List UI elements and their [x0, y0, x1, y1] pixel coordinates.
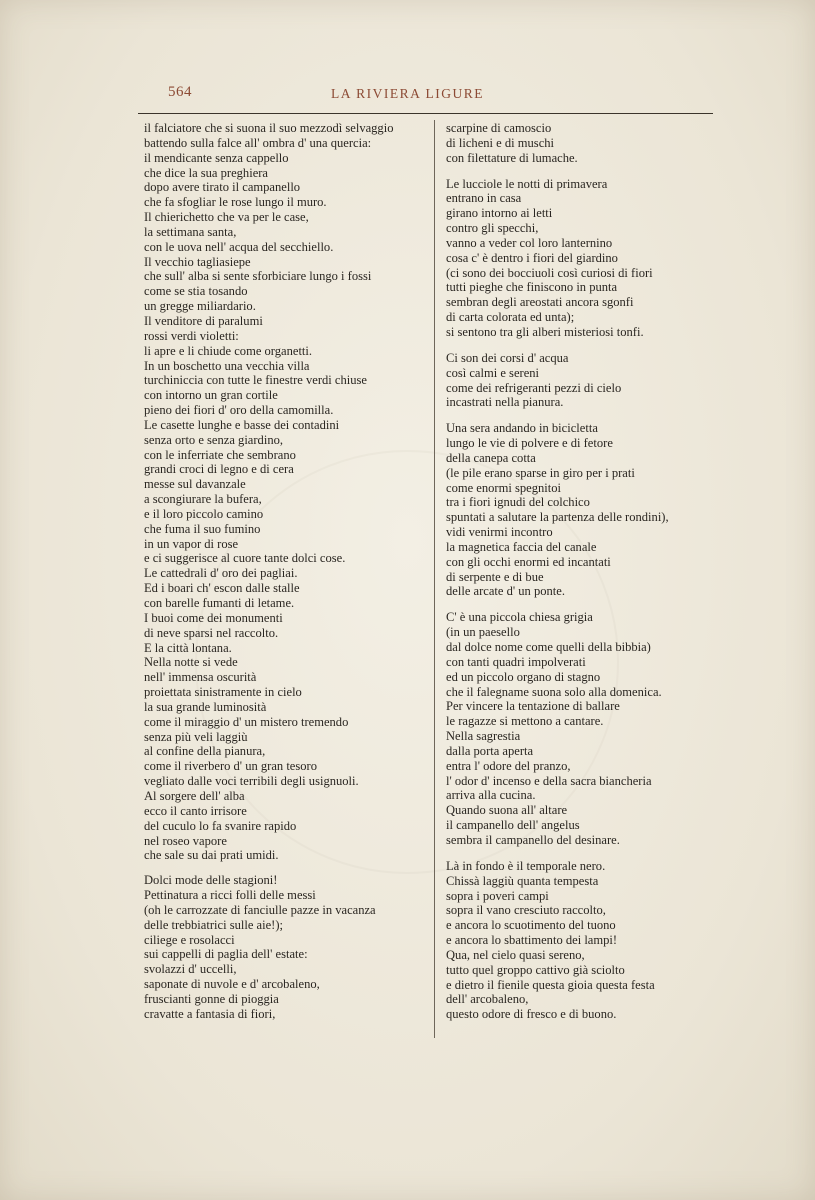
verse-line: che il falegname suona solo alla domenica. [446, 684, 662, 699]
verse-line: sopra il vano cresciuto raccolto, [446, 903, 606, 918]
verse-line: ecco il canto irrisore [144, 803, 247, 818]
verse-line: proiettata sinistramente in cielo [144, 685, 302, 700]
verse-line: sui cappelli di paglia dell' estate: [144, 947, 308, 962]
verse-line: girano intorno ai letti [446, 206, 553, 221]
verse-line: del cuculo lo fa svanire rapido [144, 818, 297, 833]
verse-line: tutti pieghe che finiscono in punta [446, 280, 618, 295]
verse-line: contro gli specchi, [446, 221, 539, 236]
stanza [446, 859, 712, 1022]
verse-line: il campanello dell' angelus [446, 818, 580, 833]
verse-line: dal dolce nome come quelli della bibbia) [446, 640, 651, 654]
verse-line: rossi verdi violetti: [144, 328, 239, 343]
verse-line: (oh le carrozzate di fanciulle pazze in vacanza [144, 902, 376, 917]
verse-line: vegliato dalle voci terribili degli usignuoli. [144, 774, 359, 789]
verse-line: (le pile erano sparse in giro per i prati [446, 465, 635, 480]
verse-line: come se stia tosando [144, 284, 248, 299]
right-column [446, 121, 712, 1022]
verse-line: e dietro il fienile questa gioia questa festa [446, 977, 655, 992]
verse-line: la sua grande luminosità [144, 699, 267, 714]
verse-line: Chissà laggiù quanta tempesta [446, 873, 599, 888]
verse-line: di neve sparsi nel raccolto. [144, 625, 279, 640]
verse-line: che sale su dai prati umidi. [144, 848, 279, 863]
verse-line: entrano in casa [446, 191, 522, 206]
verse-line: Il venditore di paralumi [144, 313, 263, 328]
verse-line: (in un paesello [446, 625, 520, 640]
verse-line: con gli occhi enormi ed incantati [446, 554, 611, 569]
verse-line: un gregge miliardario. [144, 299, 256, 314]
verse-line: come dei refrigeranti pezzi di cielo [446, 380, 622, 395]
verse-line: tutto quel groppo cattivo già sciolto [446, 962, 625, 977]
verse-line: entra l' odore del pranzo, [446, 758, 571, 773]
verse-line: pieno dei fiori d' oro della camomilla. [144, 403, 334, 418]
stanza [446, 121, 712, 166]
verse-line: Per vincere la tentazione di ballare [446, 699, 620, 714]
verse-line: nel roseo vapore [144, 833, 227, 848]
verse-line: le ragazze si mettono a cantare. [446, 714, 604, 729]
verse-line: ciliege e rosolacci [144, 932, 235, 947]
verse-line: dell' arcobaleno, [446, 992, 529, 1007]
verse-line: fruscianti gonne di pioggia [144, 991, 279, 1006]
stanza [446, 421, 712, 599]
verse-line: C' è una piccola chiesa grigia [446, 610, 593, 625]
verse-line: Nella sagrestia [446, 729, 521, 744]
verse-line: e il loro piccolo camino [144, 506, 264, 521]
verse-line: il mendicante senza cappello [144, 150, 289, 165]
verse-line: che dice la sua preghiera [144, 165, 269, 180]
verse-line: battendo sulla falce all' ombra d' una quercia: [144, 135, 372, 150]
verse-line: senza orto e senza giardino, [144, 432, 284, 447]
verse-line: che sull' alba si sente sforbiciare lungo i fossi [144, 269, 372, 284]
verse-line: in un vapor di rose [144, 536, 239, 551]
verse-line: dalla porta aperta [446, 743, 534, 758]
verse-line: Le cattedrali d' oro dei pagliai. [144, 566, 298, 581]
stanza [144, 873, 434, 1021]
verse-line: delle trebbiatrici sulle aie!); [144, 917, 283, 932]
verse-line: nell' immensa oscurità [144, 670, 257, 685]
verse-line: si sentono tra gli alberi misteriosi tonfi. [446, 324, 644, 339]
verse-line: Nella notte si vede [144, 655, 238, 670]
verse-line: sembran degli areostati ancora sgonfi [446, 295, 634, 310]
verse-line: turchiniccia con tutte le finestre verdi chiuse [144, 373, 367, 388]
verse-line: sembra il campanello del desinare. [446, 832, 620, 847]
verse-line: Il chierichetto che va per le case, [144, 210, 309, 225]
verse-line: e ci suggerisce al cuore tante dolci cose. [144, 551, 346, 566]
verse-line: E la città lontana. [144, 640, 232, 655]
verse-line: Una sera andando in bicicletta [446, 421, 598, 436]
column-divider [434, 120, 435, 1038]
verse-line: il falciatore che si suona il suo mezzodì selvaggio [144, 121, 394, 135]
verse-line: della canepa cotta [446, 450, 536, 465]
verse-line: cravatte a fantasia di fiori, [144, 1006, 276, 1021]
verse-line: che fa sfogliar le rose lungo il muro. [144, 195, 327, 210]
verse-line: dopo avere tirato il campanello [144, 180, 301, 195]
verse-line: con filettature di lumache. [446, 150, 578, 165]
verse-line: ed un piccolo organo di stagno [446, 669, 601, 684]
verse-line: Le casette lunghe e basse dei contadini [144, 417, 340, 432]
verse-line: li apre e li chiude come organetti. [144, 343, 313, 358]
verse-line: vanno a veder col loro lanternino [446, 235, 613, 250]
verse-line: Ed i boari ch' escon dalle stalle [144, 581, 300, 596]
verse-line: con intorno un gran cortile [144, 388, 278, 403]
verse-line: incastrati nella pianura. [446, 395, 564, 410]
verse-line: spuntati a salutare la partenza delle rondini), [446, 510, 669, 525]
verse-line: con le uova nell' acqua del secchiello. [144, 239, 334, 254]
stanza [144, 121, 434, 863]
stanza [446, 351, 712, 410]
verse-line: delle arcate d' un ponte. [446, 584, 565, 599]
verse-line: di licheni e di muschi [446, 135, 555, 150]
verse-line: cosa c' è dentro i fiori del giardino [446, 250, 618, 265]
verse-line: e ancora lo scuotimento del tuono [446, 918, 616, 933]
header-rule [138, 113, 713, 114]
verse-line: tra i fiori ignudi del colchico [446, 495, 590, 510]
verse-line: I buoi come dei monumenti [144, 610, 283, 625]
verse-line: Là in fondo è il temporale nero. [446, 858, 606, 873]
verse-line: Il vecchio tagliasiepe [144, 254, 251, 269]
verse-line: di serpente e di bue [446, 569, 544, 584]
verse-line: questo odore di fresco e di buono. [446, 1007, 617, 1022]
verse-line: come enormi spegnitoi [446, 480, 561, 495]
page-number: 564 [168, 84, 192, 100]
verse-line: senza più veli laggiù [144, 729, 248, 744]
verse-line: grandi croci di legno e di cera [144, 462, 294, 477]
page-header [0, 84, 815, 106]
verse-line: al confine della pianura, [144, 744, 266, 759]
verse-line: Al sorgere dell' alba [144, 788, 245, 803]
verse-line: sopra i poveri campi [446, 888, 549, 903]
verse-line: Quando suona all' altare [446, 803, 568, 818]
verse-line: l' odor d' incenso e della sacra biancheria [446, 773, 652, 788]
verse-line: così calmi e sereni [446, 365, 540, 380]
verse-line: saponate di nuvole e d' arcobaleno, [144, 977, 320, 992]
verse-line: arriva alla cucina. [446, 788, 536, 803]
verse-line: In un boschetto una vecchia villa [144, 358, 310, 373]
verse-line: come il miraggio d' un mistero tremendo [144, 714, 349, 729]
verse-line: messe sul davanzale [144, 477, 246, 492]
verse-line: come il riverbero d' un gran tesoro [144, 759, 317, 774]
verse-line: lungo le vie di polvere e di fetore [446, 436, 613, 451]
verse-line: a scongiurare la bufera, [144, 492, 262, 507]
verse-line: Ci son dei corsi d' acqua [446, 350, 569, 365]
verse-line: di carta colorata ed unta); [446, 310, 575, 325]
verse-line: con tanti quadri impolverati [446, 654, 586, 669]
stanza [446, 177, 712, 340]
running-title: LA RIVIERA LIGURE [331, 86, 484, 101]
verse-line: svolazzi d' uccelli, [144, 962, 237, 977]
verse-line: scarpine di camoscio [446, 121, 552, 135]
verse-line: Dolci mode delle stagioni! [144, 873, 278, 888]
verse-line: la magnetica faccia del canale [446, 539, 597, 554]
verse-line: (ci sono dei bocciuoli così curiosi di fiori [446, 265, 653, 280]
verse-line: che fuma il suo fumino [144, 521, 261, 536]
verse-line: con le inferriate che sembrano [144, 447, 296, 462]
verse-line: la settimana santa, [144, 224, 237, 239]
verse-line: Le lucciole le notti di primavera [446, 176, 608, 191]
verse-line: Qua, nel cielo quasi sereno, [446, 947, 585, 962]
left-column [144, 121, 434, 1022]
verse-line: con barelle fumanti di letame. [144, 596, 295, 610]
verse-line: Pettinatura a ricci folli delle messi [144, 888, 316, 903]
verse-line: e ancora lo sbattimento dei lampi! [446, 933, 618, 948]
verse-line: vidi venirmi incontro [446, 525, 553, 540]
stanza [446, 610, 712, 848]
